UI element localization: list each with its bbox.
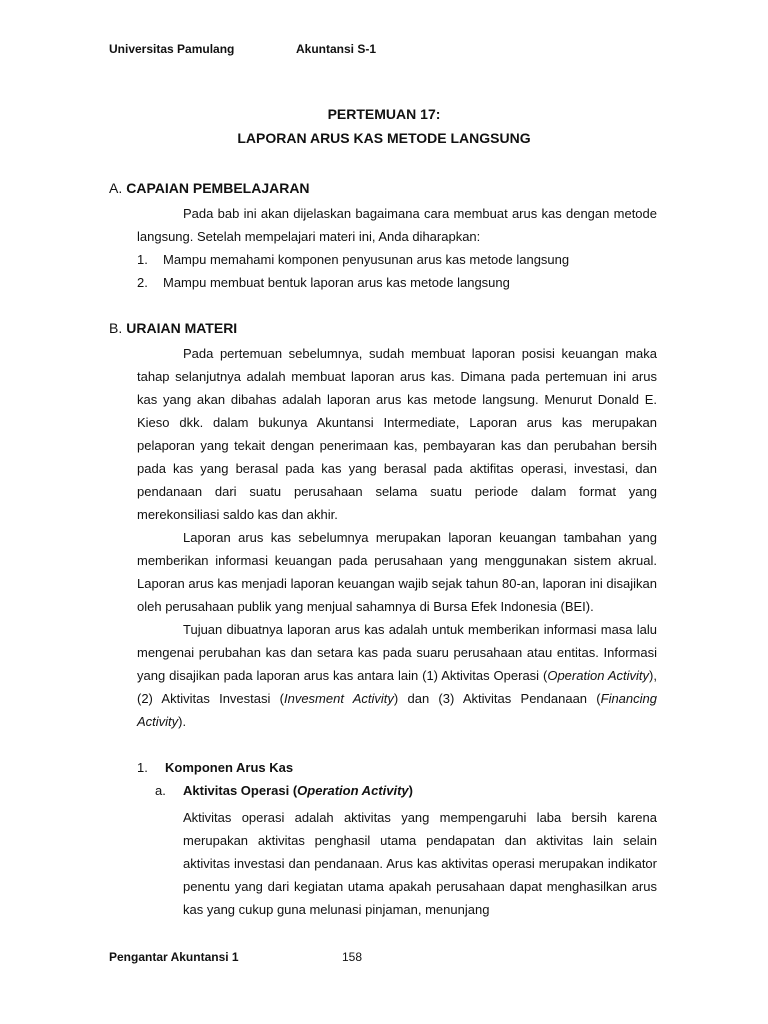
section-a-body — [137, 202, 657, 294]
subheading-komponen — [137, 760, 293, 775]
list-item-text: Mampu membuat bentuk laporan arus kas metode langsung — [163, 275, 510, 290]
aktivitas-operasi-body — [183, 806, 657, 921]
paragraph-3 — [137, 618, 657, 733]
paragraph-3-text: Tujuan dibuatnya laporan arus kas adalah untuk memberikan informasi masa lalu mengenai perubahan kas dan setara kas pada suaru perusahaan atau entitas. Informasi yang disajikan pada laporan arus kas antara lain (1) Aktivitas Operasi ( — [137, 622, 657, 683]
subheading-text: Komponen Arus Kas — [165, 760, 294, 775]
page-title-meeting: PERTEMUAN 17: — [327, 106, 441, 122]
term-financing-activity: Financing Activity — [137, 691, 657, 729]
subheading-number: 1. — [137, 760, 148, 775]
page-number: 158 — [342, 950, 363, 964]
term-operation-activity: Operation Activity — [547, 668, 650, 683]
paragraph-3-text: ) dan (3) Aktivitas Pendanaan ( — [393, 691, 601, 706]
section-b-body — [137, 342, 657, 733]
paragraph-2: Laporan arus kas sebelumnya merupakan laporan keuangan tambahan yang memberikan informasi keuangan pada perusahaan yang menggunakan sistem akrual. Laporan arus kas menjadi laporan keuangan wajib sejak tahun 80-an, laporan ini disajikan oleh perusahaan publik yang menjual sahamnya di Bursa Efek Indonesia (BEI). — [137, 530, 657, 614]
paragraph-3-text: ), (2) Aktivitas Investasi ( — [137, 668, 657, 706]
paragraph-1: Pada pertemuan sebelumnya, sudah membuat laporan posisi keuangan maka tahap selanjutnya adalah membuat laporan arus kas. Dimana pada pertemuan ini arus kas yang akan dibahas adalah laporan arus kas metode langsung. Menurut Donald E. Kieso dkk. dalam bukunya Akuntansi Intermediate, Laporan arus kas merupakan pelaporan yang tekait dengan penerimaan kas, pembayaran kas dan perubahan bersih pada kas yang berasal pada kas yang berasal pada aktifitas operasi, investasi, dan pendanaan dari suatu perusahaan selama suatu periode dalam format yang merekonsiliasi saldo kas dan akhir. — [137, 346, 657, 522]
section-a-heading — [109, 180, 310, 196]
section-b-heading — [109, 320, 237, 336]
section-a-title: CAPAIAN PEMBELAJARAN — [126, 180, 310, 196]
paragraph-3-text: ). — [178, 714, 187, 729]
footer-course: Pengantar Akuntansi 1 — [109, 950, 239, 964]
section-b-title: URAIAN MATERI — [126, 320, 238, 336]
list-item-number: 1. — [137, 252, 148, 267]
section-a-letter: A. — [109, 180, 123, 196]
list-item — [137, 248, 657, 271]
list-item — [137, 271, 657, 294]
list-item-number: 2. — [137, 275, 148, 290]
term-invesment-activity: Invesment Activity — [283, 691, 394, 706]
subheading-text: Aktivitas Operasi ( — [183, 783, 298, 798]
subheading-letter: a. — [155, 783, 166, 798]
header-program: Akuntansi S-1 — [296, 42, 377, 56]
header-university: Universitas Pamulang — [109, 42, 235, 56]
subheading-aktivitas-operasi — [155, 783, 413, 798]
section-b-letter: B. — [109, 320, 123, 336]
page-title-topic: LAPORAN ARUS KAS METODE LANGSUNG — [237, 130, 531, 146]
subheading-close: ) — [408, 783, 413, 798]
section-a-intro: Pada bab ini akan dijelaskan bagaimana cara membuat arus kas dengan metode langsung. Setelah mempelajari materi ini, Anda diharapkan: — [137, 206, 657, 244]
aktivitas-operasi-paragraph: Aktivitas operasi adalah aktivitas yang mempengaruhi laba bersih karena merupakan aktivitas penghasil utama pendapatan dan aktivitas lain selain aktivitas investasi dan pendanaan. Arus kas aktivitas operasi merupakan indikator penentu yang dari kegiatan utama apakah perusahaan dapat menghasilkan arus kas yang cukup guna melunasi pinjaman, menunjang — [183, 810, 657, 917]
subheading-italic-term: Operation Activity — [297, 783, 409, 798]
list-item-text: Mampu memahami komponen penyusunan arus kas metode langsung — [163, 252, 570, 267]
